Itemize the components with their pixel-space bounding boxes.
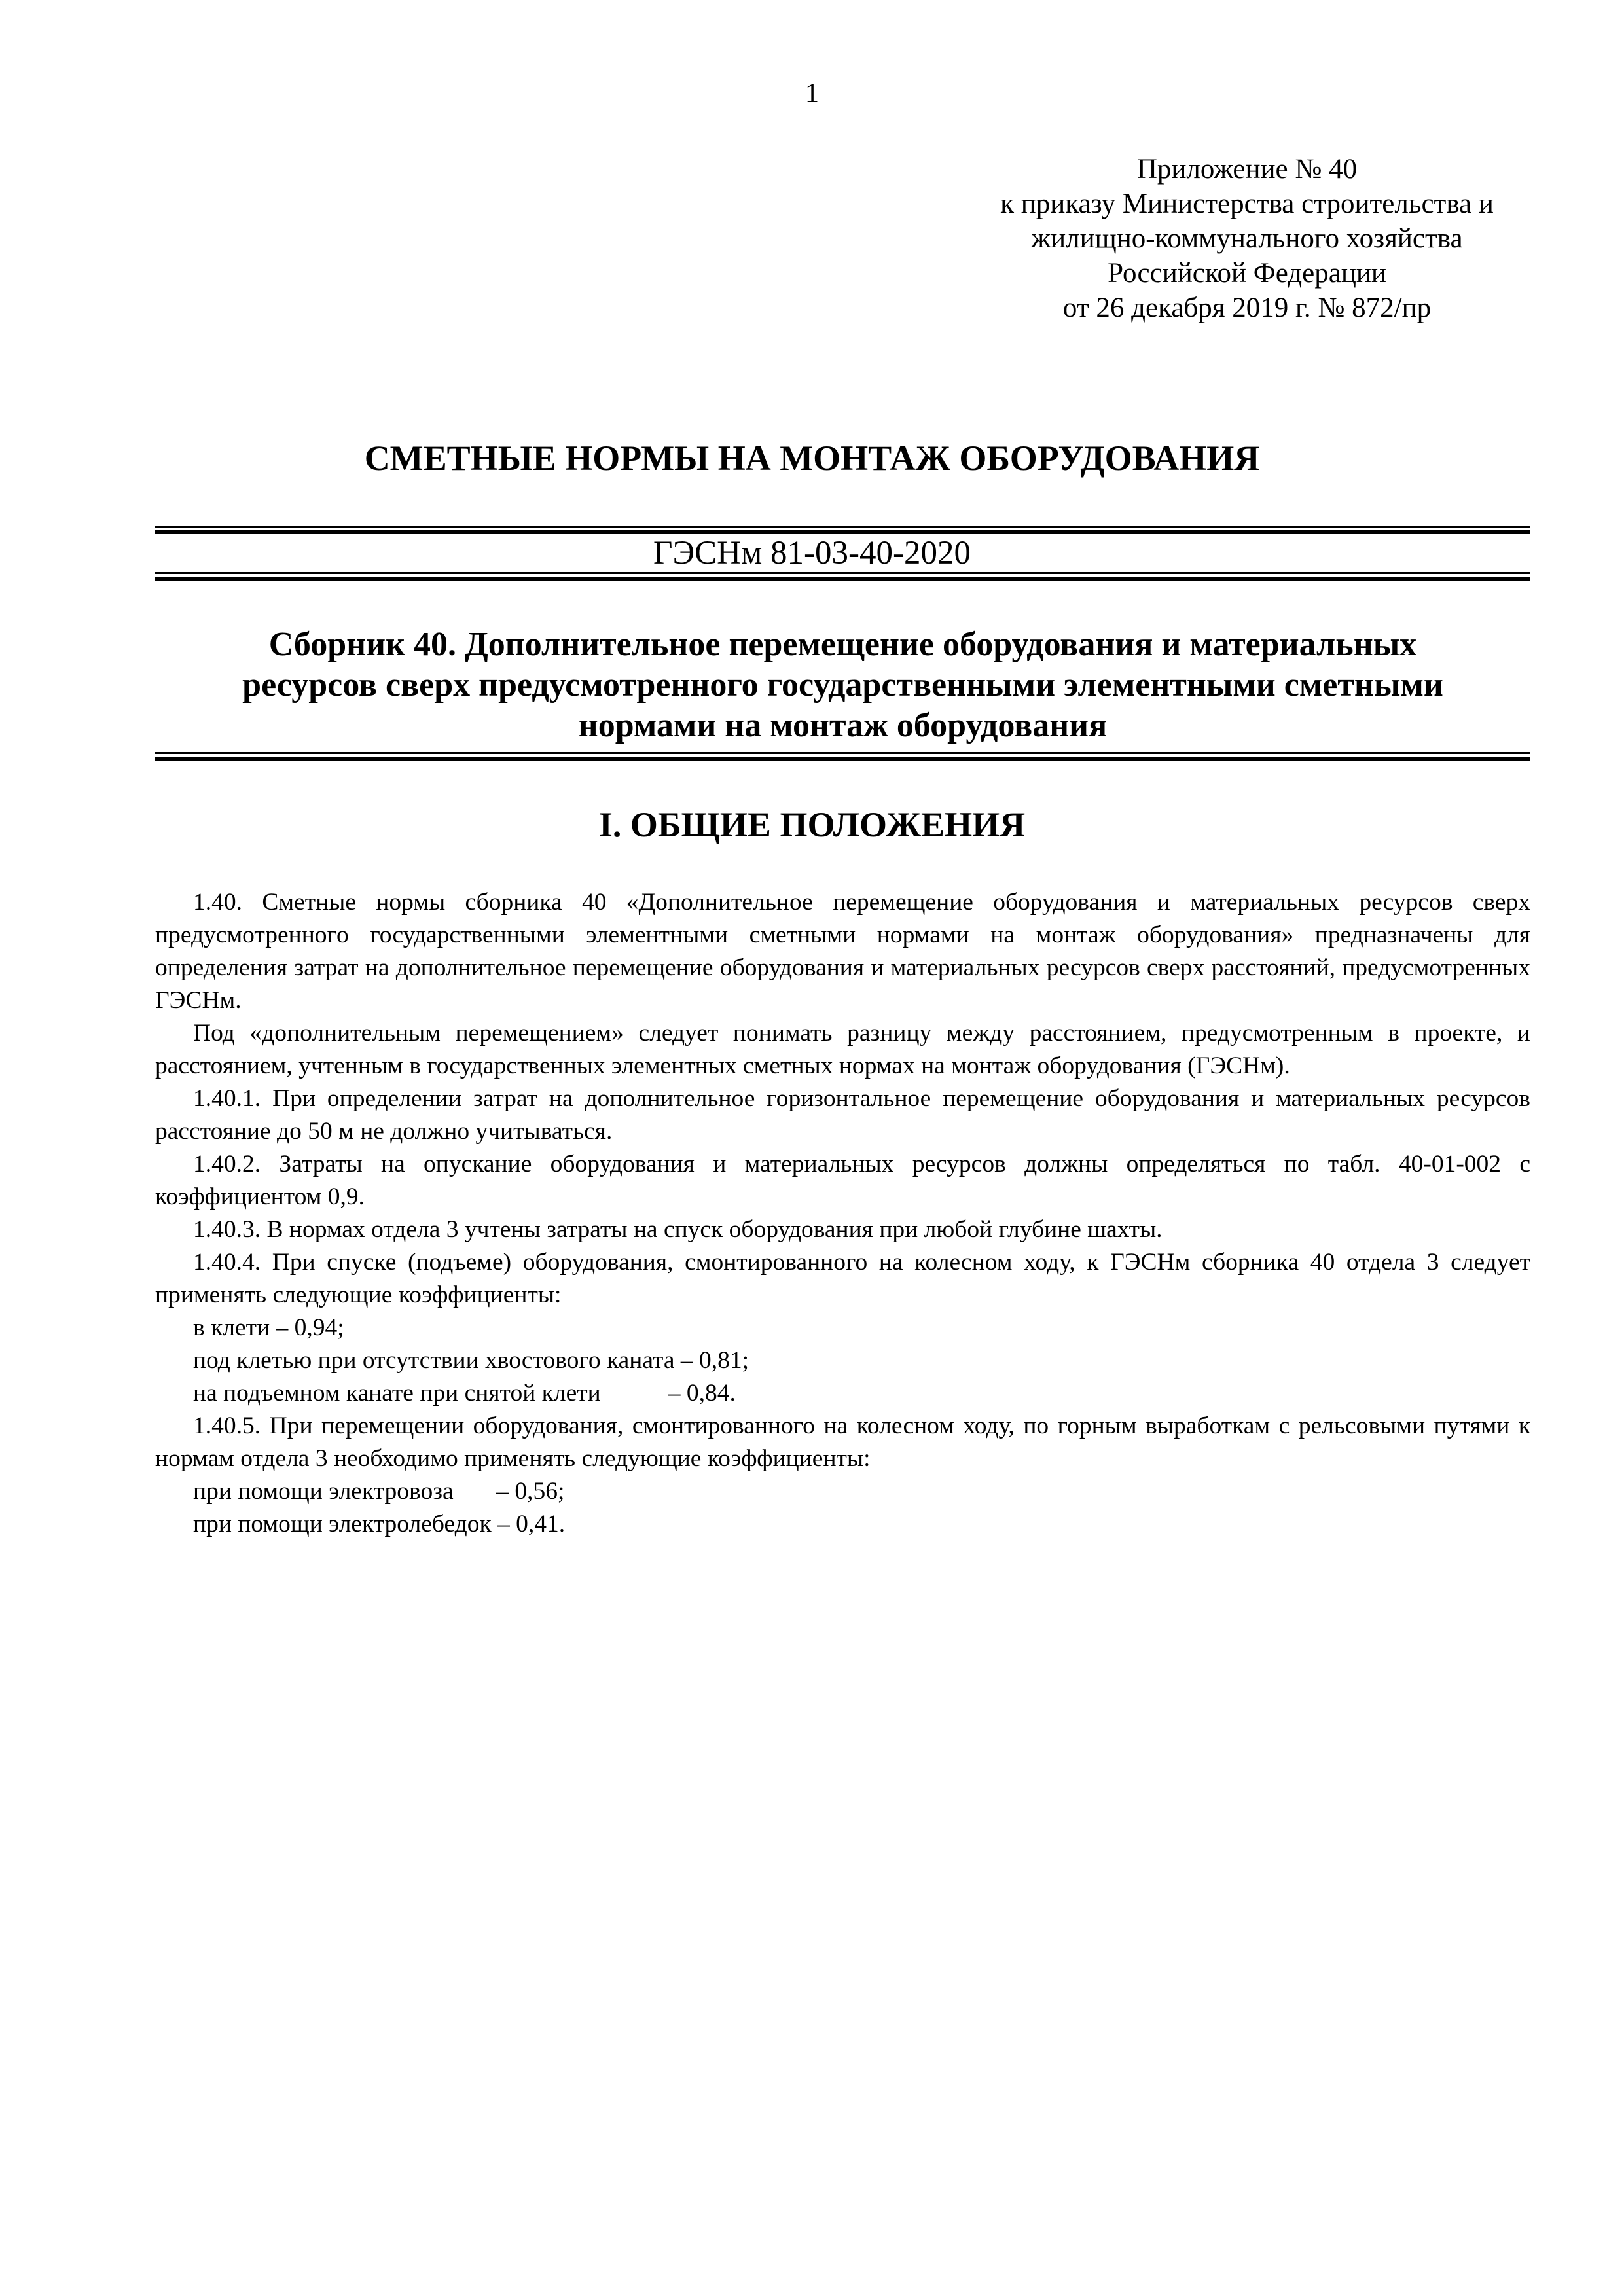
paragraph: 1.40.1. При определении затрат на дополнительное горизонтальное перемещение оборудования и материальных ресурсов расстояние до 50 м не должно учитываться.	[155, 1085, 1530, 1145]
collection-title-line: Сборник 40. Дополнительное перемещение оборудования и материальных	[268, 626, 1417, 663]
appendix-line: к приказу Министерства строительства и	[1000, 188, 1494, 219]
paragraph: 1.40.4. При спуске (подъеме) оборудования, смонтированного на колесном ходу, к ГЭСНм сборника 40 отдела 3 следует применять следующие коэффициенты:	[155, 1249, 1530, 1308]
double-rule-divider	[155, 752, 1530, 760]
collection-title-line: нормами на монтаж оборудования	[578, 707, 1108, 744]
coefficient-item: в клети – 0,94;	[193, 1314, 344, 1341]
paragraph: 1.40.3. В нормах отдела 3 учтены затраты на спуск оборудования при любой глубине шахты.	[193, 1216, 1163, 1243]
appendix-line: Приложение № 40	[1136, 154, 1358, 185]
paragraph: Под «дополнительным перемещением» следует понимать разницу между расстоянием, предусмотренным в проекте, и расстоянием, учтенным в государственных элементных сметных нормах на монтаж оборудования (ГЭСНм).	[155, 1020, 1530, 1079]
paragraph: 1.40.5. При перемещении оборудования, смонтированного на колесном ходу, по горным выработкам с рельсовыми путями к нормам отдела 3 необходимо применять следующие коэффициенты:	[155, 1412, 1530, 1472]
collection-title	[155, 624, 1530, 746]
paragraph: 1.40. Сметные нормы сборника 40 «Дополнительное перемещение оборудования и материальных ресурсов сверх предусмотренного государственными элементными сметными нормами на монтаж оборудования» предназначены для определения затрат на дополнительное перемещение оборудования и материальных ресурсов сверх расстояний, предусмотренных ГЭСНм.	[155, 889, 1530, 1014]
main-title: СМЕТНЫЕ НОРМЫ НА МОНТАЖ ОБОРУДОВАНИЯ	[364, 439, 1260, 478]
double-rule-divider	[155, 572, 1530, 580]
appendix-line: жилищно-коммунального хозяйства	[1031, 223, 1463, 254]
collection-title-line: ресурсов сверх предусмотренного государственными элементными сметными	[242, 666, 1443, 704]
section-title: I. ОБЩИЕ ПОЛОЖЕНИЯ	[598, 805, 1026, 844]
appendix-line: от 26 декабря 2019 г. № 872/пр	[1062, 293, 1432, 323]
paragraph: 1.40.2. Затраты на опускание оборудования и материальных ресурсов должны определяться по табл. 40-01-002 с коэффициентом 0,9.	[155, 1151, 1530, 1210]
coefficient-item: при помощи электровоза – 0,56;	[193, 1478, 565, 1505]
coefficient-item: при помощи электролебедок – 0,41.	[193, 1511, 566, 1537]
double-rule-divider	[155, 526, 1530, 533]
body-text	[155, 886, 1530, 1541]
appendix-block	[864, 152, 1624, 325]
page-number: 1	[805, 79, 819, 109]
document-code: ГЭСНм 81-03-40-2020	[653, 535, 971, 571]
coefficient-item: под клетью при отсутствии хвостового каната – 0,81;	[193, 1347, 749, 1374]
coefficient-item: на подъемном канате при снятой клети – 0,84.	[193, 1380, 736, 1407]
appendix-line: Российской Федерации	[1108, 258, 1386, 289]
